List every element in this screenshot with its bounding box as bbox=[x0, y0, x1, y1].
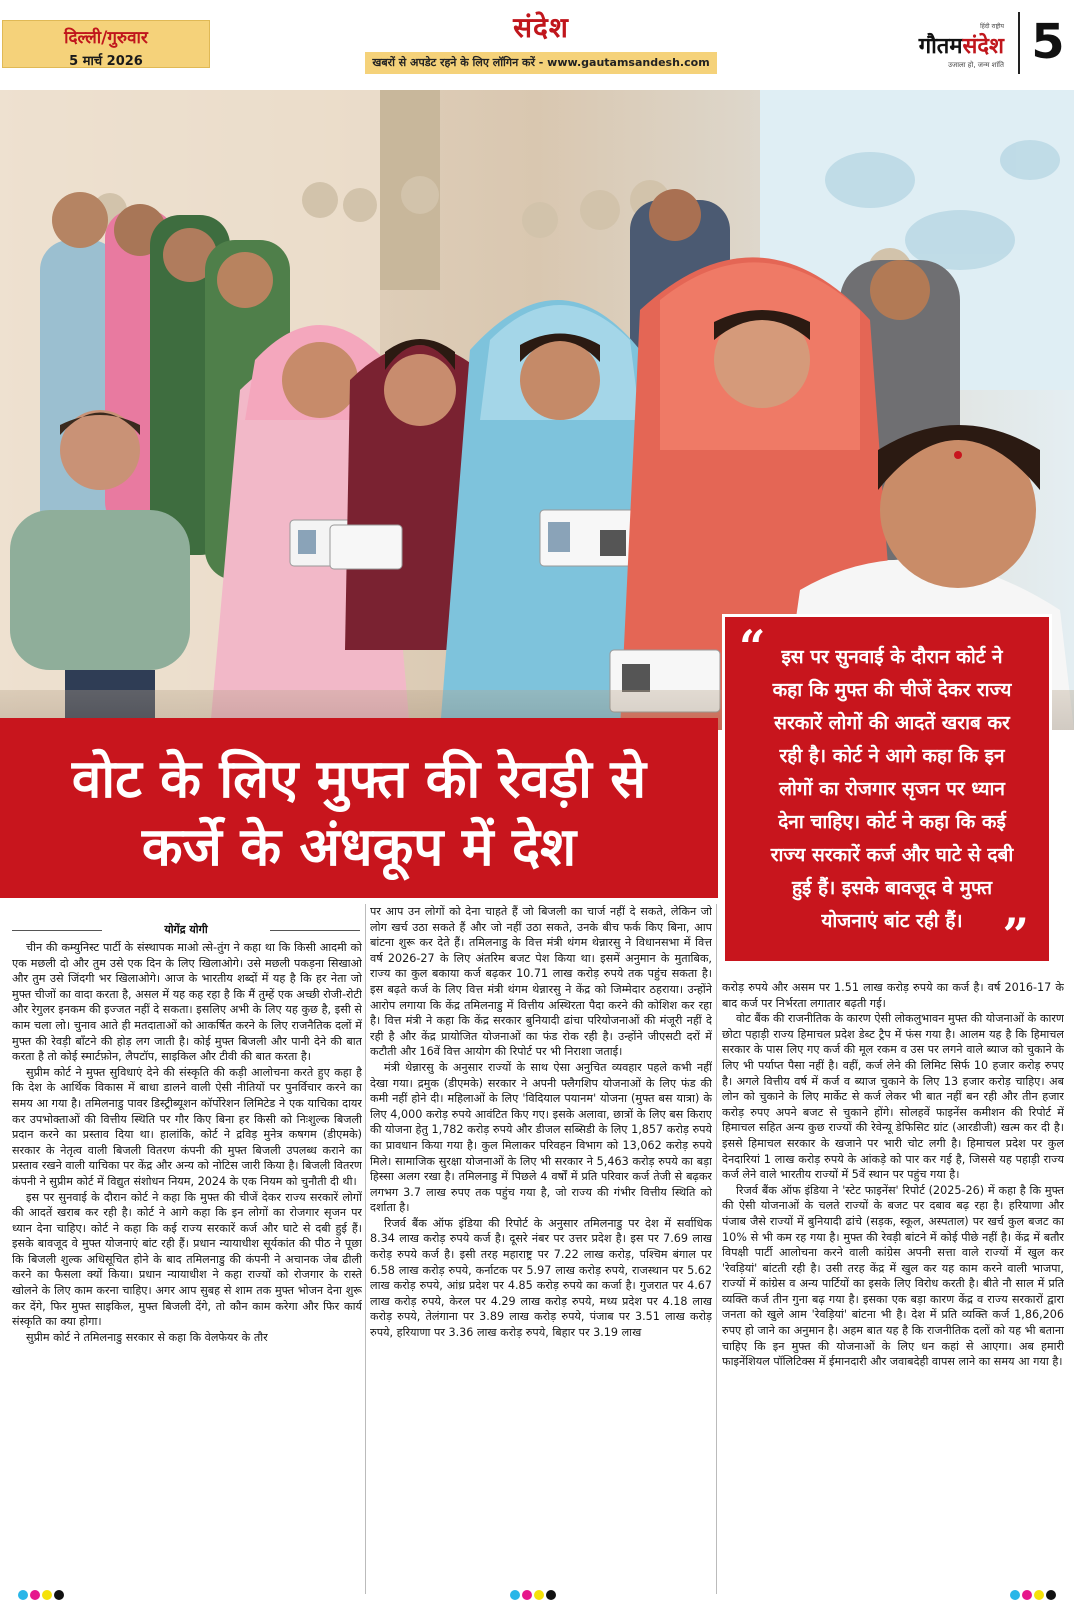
magenta-dot bbox=[1022, 1590, 1032, 1600]
logo-wordmark bbox=[919, 33, 1004, 59]
section-title: संदेश bbox=[513, 11, 569, 44]
black-dot bbox=[546, 1590, 556, 1600]
paragraph: सुप्रीम कोर्ट ने मुफ्त सुविधाएं देने की संस्कृति की कड़ी आलोचना करते हुए कहा है कि देश के आर्थिक विकास में बाधा डालने वाली ऐसी नीतियों पर पुनर्विचार करने का समय आ गया है। तमिलनाडु पावर डिस्ट्रीब्यूशन कॉर्पोरेशन लिमिटेड ने एक याचिका दायर कर उपभोक्ताओं की वित्तीय स्थिति पर गौर किए बिना हर किसी को निःशुल्क बिजली प्रदान करने का प्रस्ताव दिया था। हालांकि, कोर्ट ने द्रविड़ मुनेत्र कषगम (डीएमके) सरकार के नेतृत्व वाली बिजली वितरण कंपनी की मुफ्त बिजली उपलब्ध कराने का प्रस्ताव रखने वाली याचिका पर केंद्र और अन्य को नोटिस जारी किया है। बिजली वितरण कंपनी ने सुप्रीम कोर्ट में विद्युत संशोधन नियम, 2024 के एक नियम को चुनौती दी थी। bbox=[12, 1065, 362, 1188]
magenta-dot bbox=[30, 1590, 40, 1600]
paragraph: करोड़ रुपये और असम पर 1.51 लाख करोड़ रुपये का कर्ज है। वर्ष 2016-17 के बाद कर्ज पर निर्भरता लगातार बढ़ती गई। bbox=[722, 981, 1064, 1010]
masthead bbox=[0, 0, 1074, 88]
yellow-dot bbox=[534, 1590, 544, 1600]
headline-box bbox=[0, 718, 718, 898]
edition-city-day: दिल्ली/गुरुवार bbox=[64, 28, 148, 48]
article-column-1 bbox=[12, 940, 362, 1586]
page-number: 5 bbox=[1031, 14, 1065, 70]
yellow-dot bbox=[1034, 1590, 1044, 1600]
logo-tagline: उजाला हो, जन्म शांति bbox=[948, 61, 1004, 69]
article-column-2 bbox=[370, 904, 712, 1586]
registration-marks-right bbox=[1010, 1590, 1056, 1600]
masthead-divider bbox=[1018, 12, 1020, 74]
open-quote-icon: “ bbox=[739, 620, 766, 674]
magenta-dot bbox=[522, 1590, 532, 1600]
registration-marks-left bbox=[18, 1590, 64, 1600]
black-dot bbox=[1046, 1590, 1056, 1600]
paragraph: चीन की कम्युनिस्ट पार्टी के संस्थापक माओ त्से-तुंग ने कहा था कि किसी आदमी को एक मछली दो और तुम उसे एक दिन के लिए खिलाओगे। उसे मछली पकड़ना सिखाओ और तुम उसे जिंदगी भर खिलाओगे। आज के भारतीय शब्दों में यह है कि हर नेता जो मुफ्त चीजों का वादा करता है, असल में यह कह रहा है कि मैं तुम्हें एक अच्छी रोजी-रोटी और रेगुलर इनकम की इज्जत नहीं दे सकता। इसलिए अभी के लिए यह कुछ है, इसी से काम चला लो। चुनाव आते ही मतदाताओं को आकर्षित करने के लिए राजनैतिक दलों में मुफ्त की रेवड़ी बाँटने की होड़ लग जाती है। कोई मुफ्त बिजली और पानी देने की बात करता है तो कोई स्मार्टफ़ोन, लैपटॉप, साइकिल और टीवी की बात करता है। bbox=[12, 941, 362, 1064]
pull-quote-text: इस पर सुनवाई के दौरान कोर्ट ने कहा कि मुफ्त की चीजें देकर राज्य सरकारें लोगों की आदतें खराब कर रही है। कोर्ट ने आगे कहा कि इन लोगों का रोजगार सृजन पर ध्यान देना चाहिए। कोर्ट ने कहा कि कई राज्य सरकारें कर्ज और घाटे से दबी हुई हैं। इसके बावजूद वे मुफ्त योजनाएं बांट रही हैं। bbox=[770, 646, 1014, 932]
headline-line-1: वोट के लिए मुफ्त की रेवड़ी से bbox=[71, 749, 647, 810]
author-byline: योगेंद्र योगी bbox=[164, 923, 208, 936]
paragraph: वोट बैंक की राजनीतिक के कारण ऐसी लोकलुभावन मुफ्त की योजनाओं के कारण छोटा पहाड़ी राज्य हिमाचल प्रदेश डेब्ट ट्रैप में फंस गया है। आलम यह है कि हिमाचल सरकार के पास लिए गए कर्ज की मूल रकम व उस पर लगने वाले ब्याज को चुकाने के लिए भी पर्याप्त पैसा नहीं है। वहीं, कर्ज लेने की लिमिट सिर्फ 10 हजार करोड़ रुपए है। अगले वित्तीय वर्ष में कर्ज व ब्याज चुकाने के लिए 13 हजार करोड़ चाहिए। अब लोन को चुकाने के लिए मार्केट से कर्ज लेकर भी बात नहीं बन रही और तीन हजार करोड़ रुपए अपने बजट से चुकाने होंगे। सोलहवें फाइनेंस कमीशन की रिपोर्ट में हिमाचल सहित अन्य कुछ राज्यों की रेवेन्यू डेफिसिट ग्रांट (आरडीजी) खत्म कर दी है। इससे हिमाचल सरकार के खजाने पर भारी चोट लगी है। हिमाचल प्रदेश पर कुल देनदारियां 1 लाख करोड़ रुपये के आंकड़े को पार कर गई है, जिससे यह पहाड़ी राज्य कर्ज लेने वाले भारतीय राज्यों में 5वें स्थान पर पहुंच गया है। bbox=[722, 1012, 1064, 1182]
paragraph: सुप्रीम कोर्ट ने तमिलनाडु सरकार से कहा कि वेलफेयर के तौर bbox=[26, 1330, 268, 1344]
pull-quote bbox=[722, 614, 1052, 964]
column-rule-2 bbox=[716, 904, 717, 1594]
paragraph: मंत्री थेन्नारसु के अनुसार राज्यों के साथ ऐसा अनुचित व्यवहार पहले कभी नहीं देखा गया। द्रमुक (डीएमके) सरकार ने अपनी फ्लैगशिप योजनाओं के लिए फंड की कमी नहीं होने दी। महिलाओं के लिए 'विदियाल पयानम' योजना (मुफ्त बस यात्रा) के लिए 4,000 करोड़ रुपये आवंटित किए गए। इसके अलावा, छात्रों के लिए बस किराए की योजना हेतु 1,782 करोड़ रुपये और डीजल सब्सिडी के लिए 1,857 करोड़ रुपये का प्रावधान किया गया है। कुल मिलाकर परिवहन विभाग को 13,062 करोड़ रुपये मिले। सामाजिक सुरक्षा योजनाओं के लिए भी सरकार ने 5,463 करोड़ रुपये का बड़ा हिस्सा अलग रखा है। तमिलनाडु में पिछले 4 वर्षों में प्रति परिवार कर्ज तेजी से बढ़कर लगभग 3.7 लाख रुपए तक पहुंच गया है, जो राज्य की गंभीर वित्तीय स्थिति को दर्शाता है। bbox=[370, 1060, 712, 1215]
yellow-dot bbox=[42, 1590, 52, 1600]
cyan-dot bbox=[510, 1590, 520, 1600]
article-column-3 bbox=[722, 980, 1064, 1586]
headline-line-2: कर्जे के अंधकूप में देश bbox=[141, 817, 577, 878]
paragraph: रिजर्व बैंक ऑफ इंडिया ने 'स्टेट फाइनेंस' रिपोर्ट (2025-26) में कहा है कि मुफ्त की ऐसी योजनाओं के चलते राज्यों के बजट पर दबाव बढ़ रहा है। हरियाणा और पंजाब जैसे राज्यों में बुनियादी ढांचे (सड़क, स्कूल, अस्पताल) पर खर्च कुल बजट का 10% से भी कम रह गया है। मुफ्त की रेवड़ी बांटने में कोई पीछे नहीं है। केंद्र में बतौर विपक्षी पार्टी आलोचना करने वाली कांग्रेस अपनी सत्ता वाले राज्यों में खुल कर 'रेवड़ियां' बांटती रही है। उसी तरह केंद्र में खुल कर यह काम करने वाली भाजपा, राज्यों में कांग्रेस व अन्य पार्टियों का इसके लिए विरोध करती है। बीते नौ साल में प्रति व्यक्ति कर्ज तीन गुना बढ़ गया है। इसका एक बड़ा कारण केंद्र व राज्य सरकारों द्वारा जनता को खुले आम 'रेवड़ियां' बांटना भी है। देश में प्रति व्यक्ति कर्ज 1,86,206 रुपए हो जाने का अनुमान है। अहम बात यह है कि राजनीतिक दलों को यह भी बताना चाहिए कि इन मुफ्त की योजनाओं के लिए धन कहां से आएगा। अब हमारी फाइनेंशियल पॉलिटिक्स में ईमानदारी और जवाबदेही वापस लाने का समय आ गया है। bbox=[722, 1183, 1064, 1369]
paragraph: पर आप उन लोगों को देना चाहते हैं जो बिजली का चार्ज नहीं दे सकते, लेकिन जो लोग खर्च उठा सकते हैं और जो नहीं उठा सकते, उनके बीच फर्क किए बिना, आप बांटना शुरू कर देते हैं। तमिलनाडु के वित्त मंत्री थंगम थेन्नारसु ने विधानसभा में वित्त वर्ष 2026-27 के लिए अंतरिम बजट पेश किया था। इसमें अनुमान के मुताबिक, राज्य का कुल बकाया कर्ज बढ़कर 10.71 लाख करोड़ रुपये तक पहुंच सकता है। इस बढ़ते कर्ज के लिए वित्त मंत्री थंगम थेन्नारसु ने केंद्र को जिम्मेदार ठहराया। उन्होंने आरोप लगाया कि केंद्र तमिलनाडु में वित्तीय अस्थिरता पैदा करने की कोशिश कर रहा है। वित्त मंत्री ने कहा कि केंद्र सरकार बुनियादी ढांचा परियोजनाओं की मंजूरी नहीं दे रही है और केंद्र प्रायोजित योजनाओं का फंड रोक रही है। उन्होंने जीएसटी दरों में कटौती और 16वें वित्त आयोग की रिपोर्ट पर भी निराशा जताई। bbox=[370, 905, 712, 1059]
logo-part-1: गौतम bbox=[918, 33, 963, 59]
logo-prefix: हिंदी राष्ट्रीय bbox=[980, 23, 1004, 30]
cyan-dot bbox=[18, 1590, 28, 1600]
column-rule-1 bbox=[365, 904, 366, 1594]
login-strip[interactable]: खबरों से अपडेट रहने के लिए लॉगिन करें - www.gautamsandesh.com bbox=[365, 52, 717, 74]
edition-box bbox=[2, 20, 210, 68]
newspaper-logo bbox=[884, 22, 1004, 70]
paragraph: इस पर सुनवाई के दौरान कोर्ट ने कहा कि मुफ्त की चीजें देकर राज्य सरकारें लोगों की आदतें खराब कर रही है। कोर्ट ने आगे कहा कि इन लोगों का रोजगार सृजन पर ध्यान देना चाहिए। कोर्ट ने कहा कि कई राज्य सरकारें कर्ज और घाटे से दबी हुई हैं। इसके बावजूद वे मुफ्त योजनाएं बांट रही हैं। प्रधान न्यायाधीश सूर्यकांत की पीठ ने पूछा कि बिजली शुल्क अधिसूचित होने के बाद तमिलनाडु की कंपनी ने अचानक जेब ढीली करने का फैसला क्यों किया। प्रधान न्यायाधीश ने कहा राज्यों को रोजगार के रास्ते खोलने के लिए काम करना चाहिए। अगर आप सुबह से शाम तक मुफ्त भोजन देना शुरू कर देंगे, फिर मुफ्त साइकिल, मुफ्त बिजली देंगे, तो कौन काम करेगा और फिर कार्य संस्कृति का क्या होगा। bbox=[12, 1190, 362, 1329]
edition-date: 5 मार्च 2026 bbox=[69, 54, 143, 69]
headline bbox=[20, 746, 698, 882]
close-quote-icon: ” bbox=[1002, 908, 1029, 962]
section-header bbox=[365, 8, 717, 74]
paragraph: रिजर्व बैंक ऑफ इंडिया की रिपोर्ट के अनुसार तमिलनाडु पर देश में सर्वाधिक 8.34 लाख करोड़ रुपये कर्ज है। दूसरे नंबर पर उत्तर प्रदेश है। इस पर 7.69 लाख करोड़ रुपये कर्ज है। इसी तरह महाराष्ट्र पर 7.22 लाख करोड़, पश्चिम बंगाल पर 6.58 लाख करोड़ रुपये, कर्नाटक पर 5.97 लाख करोड़ रुपये, राजस्थान पर 5.62 लाख करोड़ रुपये, आंध्र प्रदेश पर 4.85 करोड़ रुपये का कर्जा है। गुजरात पर 4.67 लाख करोड़ रुपये, केरल पर 4.29 लाख करोड़ रुपये, मध्य प्रदेश पर 4.18 लाख करोड़ रुपये, तेलंगाना पर 3.89 लाख करोड़ रुपये, पंजाब पर 3.51 लाख करोड़ रुपये, हरियाणा पर 3.36 लाख करोड़ रुपये, बिहार पर 3.19 लाख bbox=[370, 1216, 712, 1340]
black-dot bbox=[54, 1590, 64, 1600]
cyan-dot bbox=[1010, 1590, 1020, 1600]
logo-part-2: संदेश bbox=[962, 33, 1004, 59]
registration-marks-center bbox=[510, 1590, 556, 1600]
byline-container bbox=[10, 922, 362, 938]
